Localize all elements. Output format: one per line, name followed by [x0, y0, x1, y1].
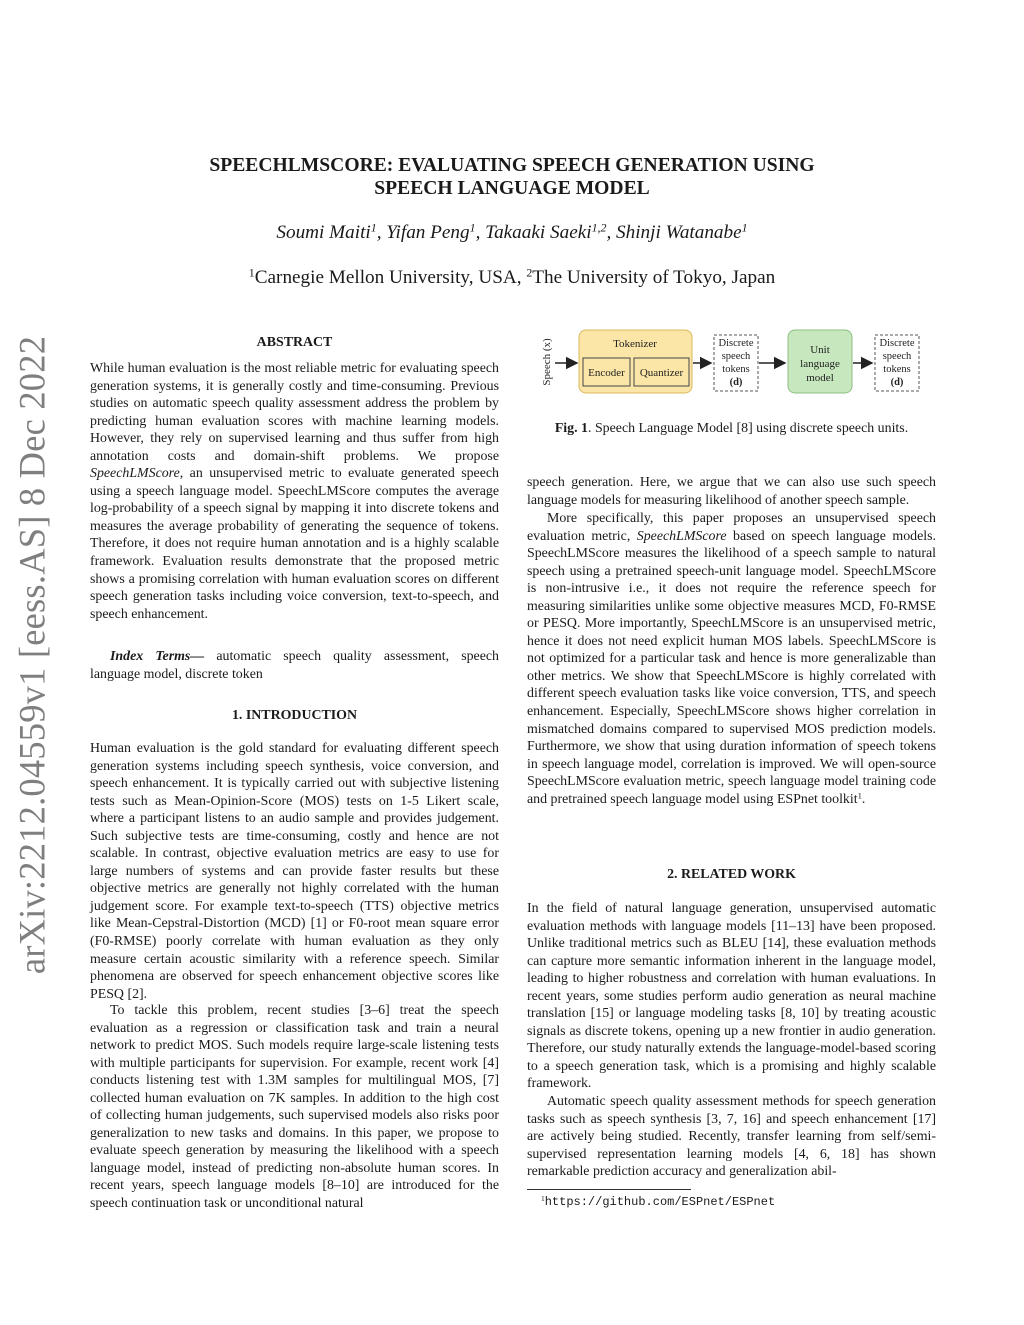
figure-caption-label: Fig. 1 — [554, 421, 588, 436]
title-line-2: SPEECH LANGUAGE MODEL — [374, 178, 650, 199]
author: Yifan Peng$^1$, — [386, 220, 486, 243]
affiliations — [0, 266, 1024, 290]
quantizer-label: Quantizer — [639, 367, 684, 379]
discrete-tokens-text: (d) — [890, 377, 904, 388]
intro-heading: 1. INTRODUCTION — [231, 708, 358, 723]
author: Shinji Watanabe$^1$ — [616, 220, 748, 243]
figure-input-label: Speech (x) — [541, 338, 553, 386]
related-paragraph-2: Automatic speech quality assessment methods for speech generation tasks such as speech synthesis [3, 7, 16] and speech enhancement [17] are actively being studied. Recently, transfer learning from self/semi-supervised representation learning models [4, 6, 18] has shown remarkable prediction accuracy and generalization abil- — [527, 1094, 936, 1180]
speech-lm-figure — [527, 326, 936, 398]
intro-paragraph-2: To tackle this problem, recent studies [3–6] treat the speech evaluation as a regression or classification task and train a neural network to predict MOS. Such models require large-scale listening tests with multiple participants for supervision. For example, recent work [4] conducts listening test with 1.3M samples for multilingual MOS, [7] collected human evaluation on 7K samples. In addition to the high cost of collecting human judgements, such supervised models also risks poor generalization to new tasks and domains. In this paper, we propose to evaluate speech generation by measuring the likelihood with a speech language model, instead of predicting non-absolute human scores. In recent years, speech language models [8–10] are introduced for the speech continuation task or unconditional natural — [90, 1003, 499, 1212]
author: Takaaki Saeki$^{1,2}$, — [485, 220, 617, 243]
discrete-tokens-text: Discrete — [879, 338, 915, 349]
intro-paragraph-1: Human evaluation is the gold standard for evaluating different speech generation systems including speech synthesis, voice conversion, and speech enhancement. It is typically carried out with subjective listening tests such as Mean-Opinion-Score (MOS) tests on 1-5 Likert scale, where a participant listens to an audio sample and provides judgement. Such subjective tests are time-consuming, costly and hence are not scalable. In contrast, objective evaluation metrics are easy to use for large numbers of systems and can provide faster results but these objective metrics are generally not highly correlated with the human judgement score. For example text-to-speech (TTS) objective metrics like Mean-Cepstral-Distortion (MCD) [1] or F0-root mean square error (F0-RMSE) poorly correlate with human evaluation as they only measure certain acoustic similarity with a reference speech. Similar phenomena are observed for speech enhancement objective scores like PESQ [2]. — [90, 741, 499, 1002]
footnote-ref: 1 — [857, 790, 862, 801]
intro-paragraph-4: More specifically, this paper proposes an unsupervised speech evaluation metric, SpeechLMScore based on speech language models. SpeechLMScore measures the likelihood of a speech sample to natural speech using a pretrained speech-unit language model. SpeechLMScore is non-intrusive i.e., it does not require the reference speech for measuring similarities unlike some objective measures MCD, F0-RMSE or PESQ. More importantly, SpeechLMScore is an unsupervised metric, hence it does not need explicit human MOS labels. SpeechLMScore is not optimized for a particular task and hence is more generalizable than other metrics. We show that SpeechLMScore is highly correlated with different speech evaluation tasks like voice conversion, TTS, and speech enhancement. Especially, SpeechLMScore shows higher correlation in mismatched domains compared to supervised MOS prediction models. Furthermore, we show that using duration information of speech tokens in speech language model, correlation is improved. We will open-source SpeechLMScore evaluation metric, speech language model training code and pretrained speech language model using ESPnet toolkit$^1$. — [527, 511, 936, 807]
tokenizer-label: Tokenizer — [613, 338, 657, 350]
figure-caption: Fig. 1. Speech Language Model [8] using discrete speech units. — [554, 421, 909, 436]
footnote-mark: 1 — [541, 1193, 545, 1203]
footnote-divider — [527, 1189, 691, 1190]
paper-title — [0, 154, 1024, 200]
related-work-heading: 2. RELATED WORK — [667, 867, 796, 882]
method-name: SpeechLMScore — [90, 466, 180, 482]
ulm-text: language — [800, 358, 840, 370]
intro-paragraph-3: speech generation. Here, we argue that we can also use such speech language models for measuring likelihood of another speech sample. — [527, 475, 936, 508]
index-terms-label: Index Terms— — [110, 649, 205, 664]
discrete-tokens-text: tokens — [722, 364, 750, 375]
discrete-tokens-text: speech — [882, 351, 912, 362]
discrete-tokens-text: (d) — [729, 377, 743, 388]
affiliation: $^1$Carnegie Mellon University, USA, — [248, 265, 527, 288]
discrete-tokens-text: Discrete — [718, 338, 754, 349]
abstract-body: While human evaluation is the most reliable metric for evaluating speech generation systems, it is generally costly and time-consuming. Previous studies on automatic speech quality assessment address the problem by predicting human evaluation scores with machine learning models. However, they rely on supervised learning and thus suffer from high annotation costs and domain-shift problems. We propose SpeechLMScore, an unsupervised metric to evaluate generated speech using a speech language model. SpeechLMScore computes the average log-probability of a speech signal by mapping it into discrete tokens and measures the average probability of generating the sequence of tokens. Therefore, it does not require human annotation and is a highly scalable framework. Evaluation results demonstrate that the proposed metric shows a promising correlation with human evaluation scores on different speech generation tasks including voice conversion, text-to-speech, and speech enhancement. — [90, 361, 499, 622]
index-terms: Index Terms— automatic speech quality assessment, speech language model, discrete token — [90, 649, 499, 682]
discrete-tokens-text: tokens — [883, 364, 911, 375]
related-paragraph-1: In the field of natural language generation, unsupervised automatic evaluation methods with language models [11–13] have been proposed. Unlike traditional metrics such as BLEU [14], these evaluation methods can capture more semantic information inherent in the language model, leading to higher robustness and correlation with human evaluations. In recent years, some studies perform audio generation as neural machine translation [15] or language modeling tasks [8, 10] by treating acoustic signals as discrete tokens, opening up a new frontier in audio generation. Therefore, our study naturally extends the language-model-based scoring to a speech generation task, which is a promising and highly scalable framework. — [527, 901, 936, 1092]
arxiv-id-text: arXiv:2212.04559v1 [eess.AS] 8 Dec 2022 — [11, 335, 53, 975]
title-line-1: SPEECHLMSCORE: EVALUATING SPEECH GENERATION USING — [209, 155, 815, 176]
method-name: SpeechLMScore — [636, 528, 727, 544]
ulm-text: Unit — [810, 344, 830, 356]
author: Soumi Maiti$^1$, — [276, 220, 387, 243]
affiliation: $^2$The University of Tokyo, Japan — [526, 265, 776, 288]
discrete-tokens-text: speech — [721, 351, 751, 362]
footnote-url[interactable]: https://github.com/ESPnet/ESPnet — [544, 1195, 776, 1209]
encoder-label: Encoder — [588, 367, 625, 379]
arxiv-identifier — [2, 335, 62, 975]
abstract-heading: ABSTRACT — [256, 335, 333, 350]
ulm-text: model — [806, 372, 834, 384]
footnote — [541, 1194, 775, 1210]
author-list — [0, 221, 1024, 245]
